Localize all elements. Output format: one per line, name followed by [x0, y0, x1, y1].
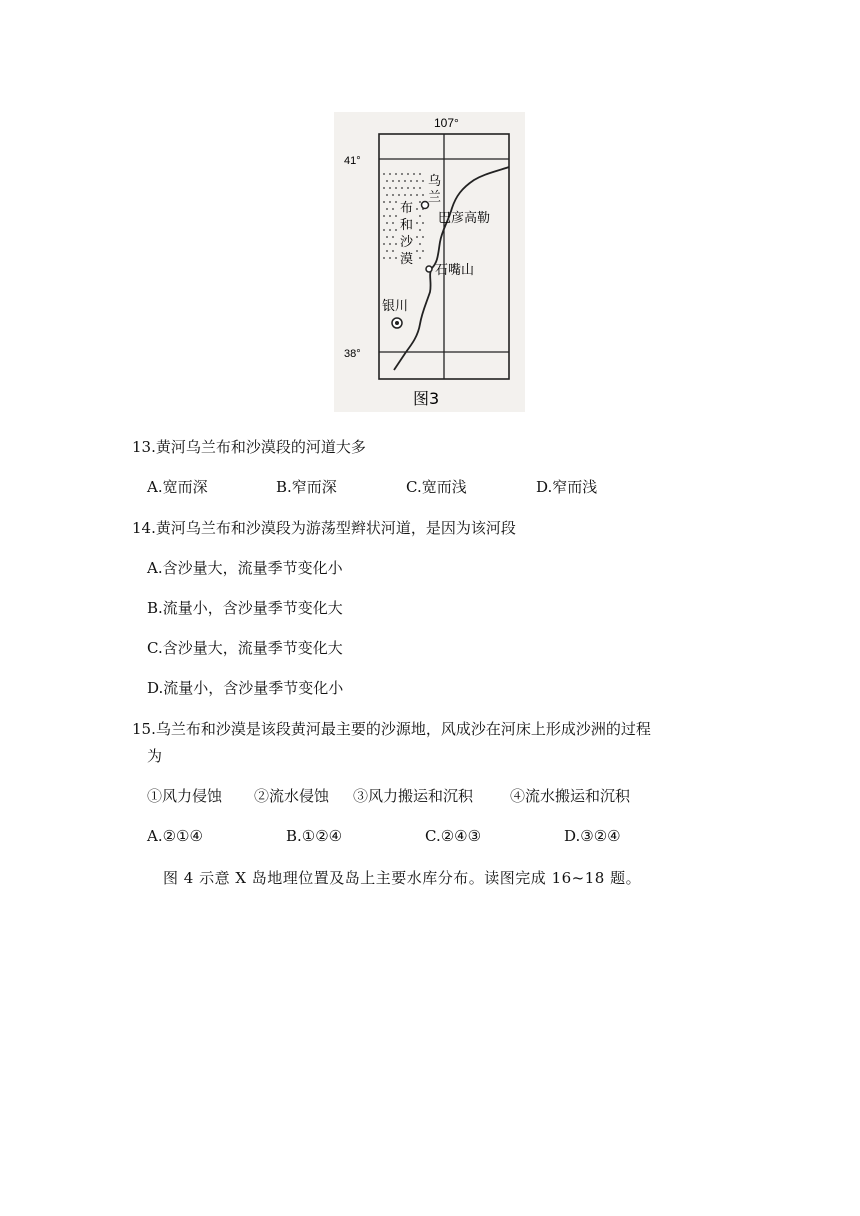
desert-dot: [395, 215, 397, 217]
desert-dot: [389, 229, 391, 231]
q14-option-c: C.含沙量大，流量季节变化大: [147, 639, 343, 657]
desert-dot: [419, 201, 421, 203]
desert-dot: [395, 201, 397, 203]
desert-dot: [422, 194, 424, 196]
desert-dot: [416, 222, 418, 224]
process-1: ①风力侵蚀: [147, 787, 223, 805]
latitude-top-label: 41°: [344, 155, 361, 167]
question-14-stem: 14.黄河乌兰布和沙漠段为游荡型辫状河道，是因为该河段: [132, 519, 516, 537]
process-2: ②流水侵蚀: [254, 787, 330, 805]
desert-dot: [395, 243, 397, 245]
desert-dot: [410, 194, 412, 196]
desert-dot: [419, 229, 421, 231]
desert-dot: [422, 180, 424, 182]
desert-dot: [383, 243, 385, 245]
desert-dot: [401, 173, 403, 175]
desert-dot: [416, 194, 418, 196]
desert-dot: [422, 222, 424, 224]
map-background: [334, 112, 525, 412]
desert-dot: [383, 215, 385, 217]
desert-dot: [386, 194, 388, 196]
q15-option-a: A.②①④: [147, 827, 203, 845]
desert-dot: [383, 173, 385, 175]
desert-dot: [386, 180, 388, 182]
desert-dot: [389, 187, 391, 189]
desert-char: 漠: [400, 252, 414, 267]
desert-dot: [386, 208, 388, 210]
q13-option-d: D.窄而浅: [536, 478, 598, 496]
figure-3-map: [334, 112, 525, 412]
process-3: ③风力搬运和沉积: [353, 787, 474, 805]
desert-dot: [392, 208, 394, 210]
desert-dot: [419, 187, 421, 189]
desert-dot: [389, 257, 391, 259]
desert-dot: [401, 187, 403, 189]
desert-dot: [407, 173, 409, 175]
desert-dot: [398, 194, 400, 196]
city-dot-shizuishan: [426, 266, 432, 272]
desert-dot: [386, 236, 388, 238]
desert-dot: [419, 173, 421, 175]
desert-dot: [383, 201, 385, 203]
question-15-stem-line2: 为: [147, 747, 163, 765]
desert-dot: [389, 173, 391, 175]
q13-option-c: C.宽而浅: [406, 478, 467, 496]
desert-dot: [389, 215, 391, 217]
desert-dot: [395, 229, 397, 231]
q13-option-a: A.宽而深: [147, 478, 208, 496]
desert-dot: [383, 187, 385, 189]
desert-char: 布: [400, 201, 414, 216]
city-label-shizuishan: 石嘴山: [435, 263, 475, 278]
desert-dot: [392, 250, 394, 252]
desert-dot: [398, 180, 400, 182]
longitude-label: 107°: [434, 116, 459, 130]
desert-char: 乌: [428, 174, 442, 189]
q13-option-b: B.窄而深: [276, 478, 337, 496]
desert-dot: [413, 173, 415, 175]
desert-dot: [416, 250, 418, 252]
desert-dot: [383, 229, 385, 231]
desert-dot: [422, 250, 424, 252]
desert-char: 兰: [428, 190, 442, 205]
desert-dot: [419, 243, 421, 245]
desert-dot: [416, 236, 418, 238]
city-label-yinchuan: 银川: [382, 299, 409, 314]
map-svg: [334, 112, 525, 412]
question-15-stem-line1: 15.乌兰布和沙漠是该段黄河最主要的沙源地，风成沙在河床上形成沙洲的过程: [132, 720, 651, 738]
desert-dot: [386, 222, 388, 224]
desert-dot: [422, 236, 424, 238]
q14-option-a: A.含沙量大，流量季节变化小: [147, 559, 343, 577]
desert-dot: [392, 180, 394, 182]
desert-dot: [392, 194, 394, 196]
process-4: ④流水搬运和沉积: [510, 787, 631, 805]
figure-4-intro: 图 4 示意 X 岛地理位置及岛上主要水库分布。读图完成 16~18 题。: [163, 869, 642, 887]
desert-dot: [392, 222, 394, 224]
desert-dot: [410, 180, 412, 182]
desert-dot: [389, 243, 391, 245]
desert-dot: [419, 215, 421, 217]
desert-dot: [395, 257, 397, 259]
desert-dot: [416, 180, 418, 182]
desert-dot: [404, 180, 406, 182]
desert-char: 和: [400, 218, 414, 233]
q14-option-b: B.流量小，含沙量季节变化大: [147, 599, 343, 617]
desert-dot: [395, 173, 397, 175]
city-label-bayangaole: 巴彦高勒: [438, 211, 491, 226]
desert-dot: [383, 257, 385, 259]
figure-caption: 图3: [413, 389, 440, 408]
desert-dot: [386, 250, 388, 252]
q14-option-d: D.流量小，含沙量季节变化小: [147, 679, 344, 697]
desert-dot: [407, 187, 409, 189]
desert-dot: [413, 187, 415, 189]
desert-dot: [404, 194, 406, 196]
latitude-bottom-label: 38°: [344, 348, 361, 360]
q15-option-d: D.③②④: [564, 827, 621, 845]
desert-dot: [389, 201, 391, 203]
desert-dot: [419, 257, 421, 259]
q15-option-b: B.①②④: [286, 827, 343, 845]
q15-option-c: C.②④③: [425, 827, 482, 845]
desert-dot: [395, 187, 397, 189]
capital-dot-yinchuan: [395, 321, 399, 325]
desert-dot: [416, 208, 418, 210]
question-13-stem: 13.黄河乌兰布和沙漠段的河道大多: [132, 438, 366, 456]
desert-char: 沙: [400, 235, 414, 250]
desert-dot: [392, 236, 394, 238]
